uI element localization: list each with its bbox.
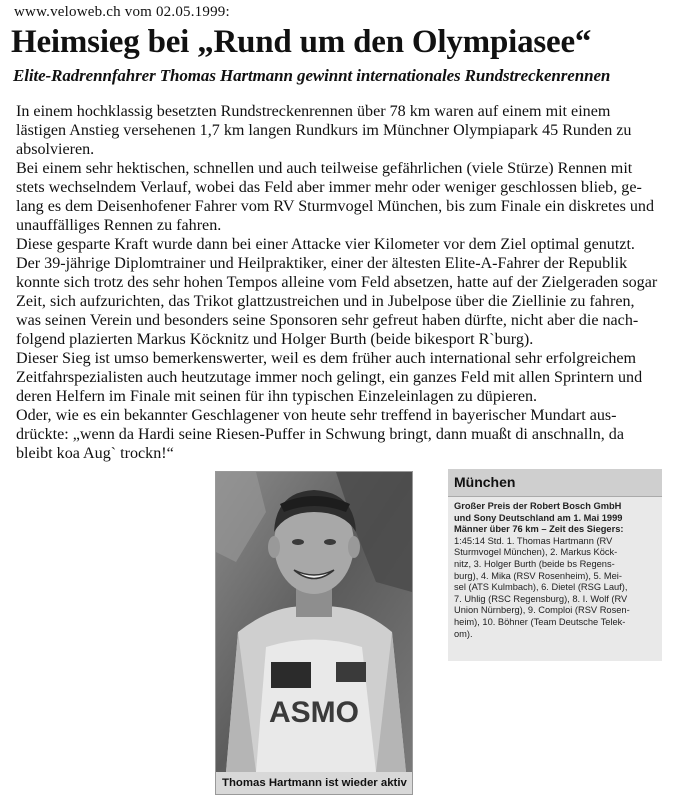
rider-photo [215, 471, 413, 795]
results-city-header: München [448, 469, 662, 497]
results-line: om). [454, 628, 473, 639]
article-line: Zeit, sich aufzurichten, das Trikot glattzustreichen und in Jubelpose über die Ziellinie zu fahren, [16, 293, 635, 310]
results-line: heim), 10. Böhner (Team Deutsche Telek- [454, 616, 626, 627]
article-line: bleibt koa Aug` trockn!“ [16, 445, 174, 462]
results-body [448, 497, 662, 644]
results-line: und Sony Deutschland am 1. Mai 1999 [454, 512, 623, 523]
results-line: nitz, 3. Holger Burth (beide bs Regens- [454, 558, 615, 569]
results-line: Sturmvogel München), 2. Markus Köck- [454, 547, 618, 558]
article-line: stets wechselndem Verlauf, wobei das Feld aber immer mehr oder weniger geschlossen blieb, ge- [16, 179, 642, 196]
results-line: 7. Uhlig (RSC Regensburg), 8. I. Wolf (RV [454, 593, 628, 604]
article-line: Der 39-jährige Diplomtrainer und Heilpraktiker, einer der ältesten Elite-A-Fahrer der Republik [16, 255, 628, 272]
article-line: folgend plazierten Markus Köcknitz und Holger Burth (beide bikesport R`burg). [16, 331, 534, 348]
article-body [16, 102, 676, 463]
rider-portrait-illustration [216, 472, 412, 772]
article-line: was seinen Verein und besonders seine Sponsoren sehr gefreut haben dürfte, nicht aber die nach- [16, 312, 639, 329]
article-line: unauffälliges Rennen zu fahren. [16, 217, 222, 234]
headline: Heimsieg bei „Rund um den Olympiasee“ [11, 24, 592, 60]
results-line: Großer Preis der Robert Bosch GmbH [454, 501, 622, 511]
results-line: burg), 4. Mika (RSV Rosenheim), 5. Mei- [454, 570, 622, 581]
article-line: Oder, wie es ein bekannter Geschlagener von heute sehr treffend in bayerischer Mundart aus- [16, 407, 617, 424]
jersey-sponsor-text: ASMO [269, 696, 359, 729]
article-line: konnte sich trotz des sehr hohen Tempos alleine vom Feld absetzen, hatte auf der Zielgeraden sogar [16, 274, 658, 291]
article-line: lästigen Anstieg versehenen 1,7 km langen Rundkurs im Münchner Olympiapark 45 Runden zu [16, 122, 632, 139]
results-box [448, 469, 662, 661]
source-line: www.veloweb.ch vom 02.05.1999: [14, 4, 230, 20]
results-line: sel (ATS Kulmbach), 6. Dietel (RSG Lauf), [454, 582, 628, 593]
article-line: Dieser Sieg ist umso bemerkenswerter, weil es dem früher auch international sehr erfolgreichem [16, 350, 637, 367]
subheadline: Elite-Radrennfahrer Thomas Hartmann gewinnt internationales Rundstreckenrennen [13, 66, 611, 85]
article-line: Bei einem sehr hektischen, schnellen und auch teilweise gefährlichen (viele Stürze) Rennen mit [16, 160, 633, 177]
article-line: Zeitfahrspezialisten auch heutzutage immer noch gelingt, ein ganzes Feld mit allen Sprintern und [16, 369, 643, 386]
results-line: Männer über 76 km – Zeit des Siegers: [454, 524, 624, 535]
article-line: absolvieren. [16, 141, 95, 158]
results-line: 1:45:14 Std. 1. Thomas Hartmann (RV [454, 535, 613, 546]
article-line: drückte: „wenn da Hardi seine Riesen-Puffer in Schwung bringt, dann muaßt di anschnalln, da [16, 426, 624, 443]
photo-caption: Thomas Hartmann ist wieder aktiv [216, 772, 412, 794]
article-line: deren Helfern im Finale mit seinen für ihn typischen Einzeleinlagen zu düpieren. [16, 388, 538, 405]
results-line: Union Nürnberg), 9. Comploi (RSV Rosen- [454, 605, 630, 616]
article-line: In einem hochklassig besetzten Rundstreckenrennen über 78 km waren auf einem mit einem [16, 103, 611, 120]
article-line: Diese gesparte Kraft wurde dann bei einer Attacke vier Kilometer vor dem Ziel optimal genutzt. [16, 236, 635, 253]
article-line: lang es dem Deisenhofener Fahrer vom RV Sturmvogel München, bis zum Finale ein diskretes und [16, 198, 655, 215]
